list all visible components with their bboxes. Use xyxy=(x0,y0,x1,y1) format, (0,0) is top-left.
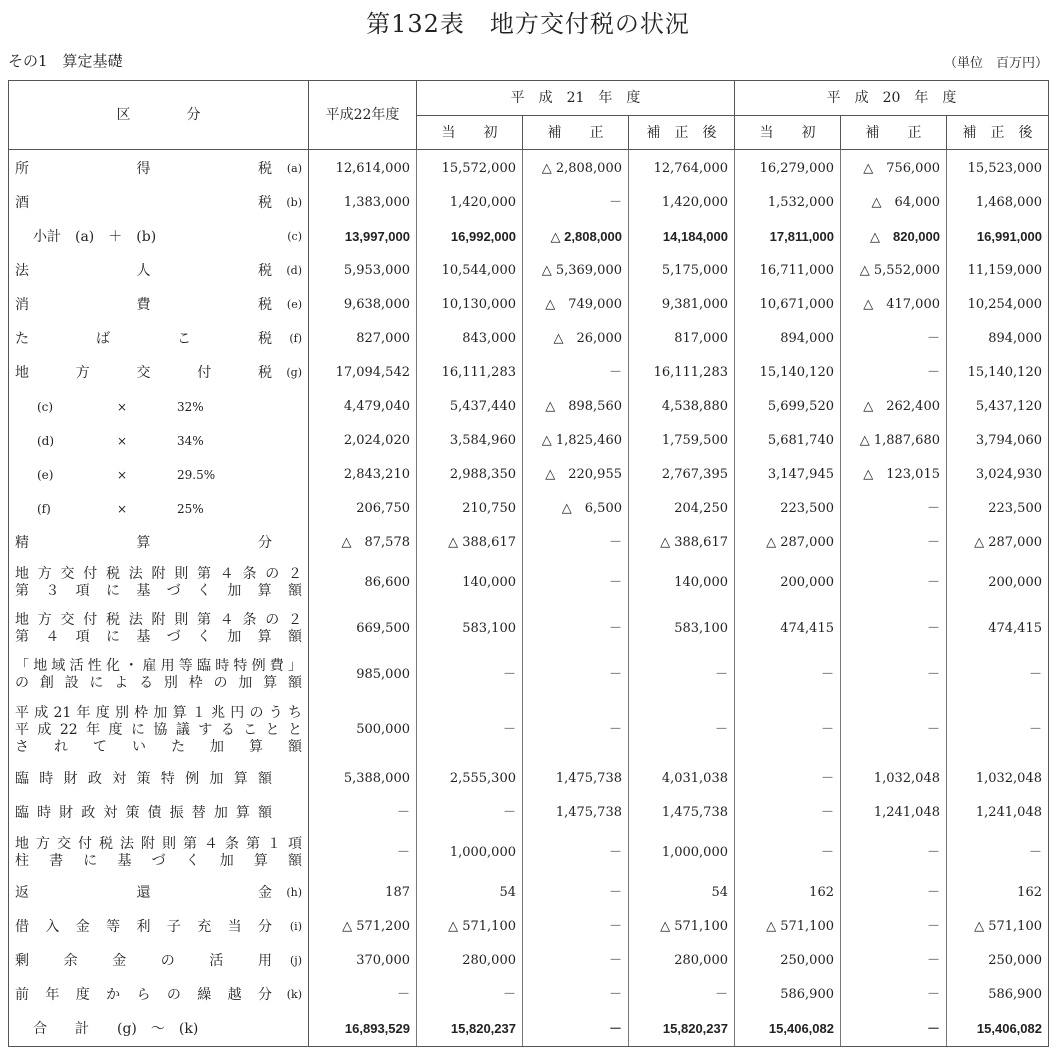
row-label-line: 第４項に基づく加算額 xyxy=(15,629,302,645)
row-label: 合 計 (g) ～ (k) xyxy=(33,1021,199,1037)
value-cell: △ 571,100 xyxy=(735,910,841,944)
value-cell: － xyxy=(841,652,947,698)
value-cell: － xyxy=(523,652,629,698)
value-cell: △ 571,100 xyxy=(947,910,1049,944)
value-cell: － xyxy=(841,322,947,356)
row-label-cell xyxy=(9,526,309,560)
table-row xyxy=(9,796,1049,830)
row-label-cell xyxy=(9,944,309,978)
value-cell: － xyxy=(629,978,735,1012)
table-row xyxy=(9,150,1049,187)
row-label-cell xyxy=(9,876,309,910)
row-label-cell xyxy=(9,254,309,288)
table-row xyxy=(9,288,1049,322)
row-label-cell xyxy=(9,910,309,944)
row-label: 前年度からの繰越分 xyxy=(15,987,272,1003)
value-cell: 1,241,048 xyxy=(947,796,1049,830)
value-cell: 200,000 xyxy=(947,560,1049,606)
value-cell: 162 xyxy=(947,876,1049,910)
value-cell: － xyxy=(523,698,629,762)
value-cell: △ 571,100 xyxy=(629,910,735,944)
value-cell: 1,420,000 xyxy=(629,186,735,220)
value-cell: － xyxy=(841,876,947,910)
value-cell: － xyxy=(523,944,629,978)
table-row xyxy=(9,492,1049,526)
value-cell: 210,750 xyxy=(417,492,523,526)
value-cell: 204,250 xyxy=(629,492,735,526)
row-label-part: × xyxy=(117,400,128,414)
tax-table xyxy=(8,80,1049,1047)
table-title: 第132表 地方交付税の状況 xyxy=(366,10,690,38)
value-cell: 9,638,000 xyxy=(309,288,417,322)
value-cell: 280,000 xyxy=(417,944,523,978)
row-label-line: 平成22年度に協議することと xyxy=(15,721,302,738)
value-cell: 1,475,738 xyxy=(523,796,629,830)
table-row xyxy=(9,944,1049,978)
value-cell: △ 123,015 xyxy=(841,458,947,492)
value-cell: 1,532,000 xyxy=(735,186,841,220)
value-cell: 5,437,440 xyxy=(417,390,523,424)
value-cell: △ 388,617 xyxy=(629,526,735,560)
value-cell: 1,032,048 xyxy=(841,762,947,796)
value-cell: － xyxy=(523,356,629,390)
value-cell: － xyxy=(309,978,417,1012)
row-label-cell xyxy=(9,356,309,390)
value-cell: 223,500 xyxy=(947,492,1049,526)
value-cell: △ 87,578 xyxy=(309,526,417,560)
header-fy22: 平成22年度 xyxy=(309,81,417,150)
value-cell: △ 64,000 xyxy=(841,186,947,220)
row-label-part: 25% xyxy=(177,502,204,516)
value-cell: 140,000 xyxy=(417,560,523,606)
value-cell: 3,584,960 xyxy=(417,424,523,458)
value-cell: 86,600 xyxy=(309,560,417,606)
row-tag: (g) xyxy=(286,366,302,379)
row-tag: (d) xyxy=(286,264,302,277)
value-cell: △ 220,955 xyxy=(523,458,629,492)
value-cell: － xyxy=(735,830,841,876)
row-label-part: 34% xyxy=(177,434,204,448)
value-cell: 162 xyxy=(735,876,841,910)
value-cell: 250,000 xyxy=(947,944,1049,978)
value-cell: 54 xyxy=(417,876,523,910)
value-cell: 1,475,738 xyxy=(523,762,629,796)
row-tag: (i) xyxy=(289,920,302,933)
value-cell: 10,671,000 xyxy=(735,288,841,322)
value-cell: － xyxy=(735,796,841,830)
table-row xyxy=(9,606,1049,652)
value-cell: － xyxy=(629,652,735,698)
row-label-part: × xyxy=(117,502,128,516)
value-cell: 15,406,082 xyxy=(947,1012,1049,1047)
unit-label: （単位 百万円） xyxy=(943,56,1048,71)
value-cell: 17,094,542 xyxy=(309,356,417,390)
row-label-part: (c) xyxy=(37,400,54,414)
row-tag: (f) xyxy=(289,332,302,345)
row-label-cell xyxy=(9,288,309,322)
table-row xyxy=(9,424,1049,458)
header-category: 区 分 xyxy=(9,81,309,150)
value-cell: 985,000 xyxy=(309,652,417,698)
value-cell: － xyxy=(523,910,629,944)
table-row xyxy=(9,910,1049,944)
row-label: 剰余金の活用 xyxy=(15,953,272,969)
table-row xyxy=(9,876,1049,910)
value-cell: △ 6,500 xyxy=(523,492,629,526)
row-label: 臨時財政対策債振替加算額 xyxy=(15,805,272,821)
value-cell: － xyxy=(523,876,629,910)
value-cell: － xyxy=(735,698,841,762)
value-cell: △ 756,000 xyxy=(841,150,947,187)
value-cell: 15,820,237 xyxy=(629,1012,735,1047)
row-label-line: 地方交付税法附則第４条第１項 xyxy=(15,836,302,852)
value-cell: 586,900 xyxy=(735,978,841,1012)
value-cell: 1,000,000 xyxy=(629,830,735,876)
value-cell: 5,681,740 xyxy=(735,424,841,458)
table-row xyxy=(9,220,1049,254)
row-label-line: の創設による別枠の加算額 xyxy=(15,675,302,691)
value-cell: 669,500 xyxy=(309,606,417,652)
row-label: 小計 (a) ＋ (b) xyxy=(33,229,157,245)
row-label-cell xyxy=(9,458,309,492)
value-cell: 2,555,300 xyxy=(417,762,523,796)
header-fy21-after: 補 正 後 xyxy=(629,116,735,150)
value-cell: － xyxy=(841,830,947,876)
value-cell: 474,415 xyxy=(947,606,1049,652)
value-cell: － xyxy=(841,944,947,978)
value-cell: 16,111,283 xyxy=(629,356,735,390)
row-label: 地方交付税 xyxy=(15,365,272,381)
table-row xyxy=(9,526,1049,560)
value-cell: 3,024,930 xyxy=(947,458,1049,492)
value-cell: 827,000 xyxy=(309,322,417,356)
value-cell: 223,500 xyxy=(735,492,841,526)
row-label-cell xyxy=(9,560,309,606)
header-fy20-after: 補 正 後 xyxy=(947,116,1049,150)
value-cell: － xyxy=(417,978,523,1012)
header-fy20-initial: 当 初 xyxy=(735,116,841,150)
header-fy21: 平 成 21 年 度 xyxy=(417,81,735,116)
value-cell: △ 5,552,000 xyxy=(841,254,947,288)
table-row xyxy=(9,652,1049,698)
value-cell: 1,468,000 xyxy=(947,186,1049,220)
row-label-cell xyxy=(9,796,309,830)
value-cell: 4,538,880 xyxy=(629,390,735,424)
value-cell: 15,523,000 xyxy=(947,150,1049,187)
value-cell: － xyxy=(417,652,523,698)
row-label: 酒税 xyxy=(15,195,272,211)
table-row xyxy=(9,698,1049,762)
value-cell: 10,130,000 xyxy=(417,288,523,322)
value-cell: △ 571,200 xyxy=(309,910,417,944)
table-subtitle: その1 算定基礎 xyxy=(8,52,123,70)
value-cell: △ 2,808,000 xyxy=(523,220,629,254)
value-cell: 1,475,738 xyxy=(629,796,735,830)
value-cell: 1,383,000 xyxy=(309,186,417,220)
value-cell: － xyxy=(629,698,735,762)
value-cell: 894,000 xyxy=(735,322,841,356)
value-cell: △ 388,617 xyxy=(417,526,523,560)
row-label-part: × xyxy=(117,434,128,448)
value-cell: － xyxy=(841,1012,947,1047)
value-cell: 16,893,529 xyxy=(309,1012,417,1047)
table-row xyxy=(9,254,1049,288)
value-cell: 817,000 xyxy=(629,322,735,356)
row-label: 法人税 xyxy=(15,263,272,279)
value-cell: 14,184,000 xyxy=(629,220,735,254)
value-cell: 5,175,000 xyxy=(629,254,735,288)
value-cell: 15,140,120 xyxy=(735,356,841,390)
row-label: 所得税 xyxy=(15,161,272,177)
table-body xyxy=(9,150,1049,1047)
value-cell: △ 2,808,000 xyxy=(523,150,629,187)
row-label: 消費税 xyxy=(15,297,272,313)
value-cell: 2,843,210 xyxy=(309,458,417,492)
row-tag: (b) xyxy=(286,196,302,209)
row-label-cell xyxy=(9,978,309,1012)
value-cell: 250,000 xyxy=(735,944,841,978)
value-cell: 16,991,000 xyxy=(947,220,1049,254)
value-cell: － xyxy=(947,830,1049,876)
value-cell: 200,000 xyxy=(735,560,841,606)
value-cell: △ 417,000 xyxy=(841,288,947,322)
value-cell: △ 1,887,680 xyxy=(841,424,947,458)
row-tag: (j) xyxy=(290,954,302,967)
value-cell: － xyxy=(523,606,629,652)
value-cell: － xyxy=(841,492,947,526)
value-cell: 11,159,000 xyxy=(947,254,1049,288)
row-label: 精算分 xyxy=(15,535,272,551)
value-cell: 4,031,038 xyxy=(629,762,735,796)
value-cell: 15,820,237 xyxy=(417,1012,523,1047)
value-cell: － xyxy=(309,796,417,830)
row-label-cell xyxy=(9,220,309,254)
row-label: 返還金 xyxy=(15,885,272,901)
table-row xyxy=(9,322,1049,356)
value-cell: △ 287,000 xyxy=(947,526,1049,560)
value-cell: － xyxy=(947,698,1049,762)
row-label-part: 32% xyxy=(177,400,204,414)
row-label: たばこ税 xyxy=(15,331,272,347)
value-cell: 2,767,395 xyxy=(629,458,735,492)
value-cell: 1,000,000 xyxy=(417,830,523,876)
row-tag: (e) xyxy=(286,298,302,311)
row-tag: (c) xyxy=(287,230,302,243)
value-cell: △ 26,000 xyxy=(523,322,629,356)
value-cell: － xyxy=(523,978,629,1012)
value-cell: 586,900 xyxy=(947,978,1049,1012)
value-cell: － xyxy=(523,1012,629,1047)
row-label-cell xyxy=(9,830,309,876)
value-cell: 583,100 xyxy=(417,606,523,652)
value-cell: 474,415 xyxy=(735,606,841,652)
row-label-cell xyxy=(9,492,309,526)
value-cell: 280,000 xyxy=(629,944,735,978)
table-row xyxy=(9,458,1049,492)
value-cell: 5,437,120 xyxy=(947,390,1049,424)
value-cell: 583,100 xyxy=(629,606,735,652)
value-cell: △ 571,100 xyxy=(417,910,523,944)
row-label-part: (e) xyxy=(37,468,54,482)
table-row xyxy=(9,830,1049,876)
value-cell: 206,750 xyxy=(309,492,417,526)
value-cell: 5,388,000 xyxy=(309,762,417,796)
value-cell: 17,811,000 xyxy=(735,220,841,254)
table-row xyxy=(9,390,1049,424)
value-cell: 54 xyxy=(629,876,735,910)
value-cell: － xyxy=(947,652,1049,698)
value-cell: 12,614,000 xyxy=(309,150,417,187)
row-label-cell xyxy=(9,1012,309,1047)
value-cell: － xyxy=(417,796,523,830)
row-label-cell xyxy=(9,150,309,187)
row-tag: (a) xyxy=(286,162,302,175)
row-label-cell xyxy=(9,322,309,356)
table-row xyxy=(9,978,1049,1012)
value-cell: 500,000 xyxy=(309,698,417,762)
value-cell: 1,420,000 xyxy=(417,186,523,220)
row-label-line: されていた加算額 xyxy=(15,738,302,755)
value-cell: 1,759,500 xyxy=(629,424,735,458)
value-cell: 140,000 xyxy=(629,560,735,606)
value-cell: △ 262,400 xyxy=(841,390,947,424)
row-label-line: 「地域活性化・雇用等臨時特例費」 xyxy=(15,658,302,674)
value-cell: 3,794,060 xyxy=(947,424,1049,458)
row-label-part: (d) xyxy=(37,434,55,448)
header-fy21-initial: 当 初 xyxy=(417,116,523,150)
row-label-line: 第３項に基づく加算額 xyxy=(15,583,302,599)
value-cell: － xyxy=(735,762,841,796)
row-label-cell xyxy=(9,762,309,796)
value-cell: 15,140,120 xyxy=(947,356,1049,390)
value-cell: － xyxy=(841,526,947,560)
header-fy20-supp: 補 正 xyxy=(841,116,947,150)
value-cell: 12,764,000 xyxy=(629,150,735,187)
value-cell: － xyxy=(417,698,523,762)
value-cell: 10,544,000 xyxy=(417,254,523,288)
header-fy21-supp: 補 正 xyxy=(523,116,629,150)
value-cell: 5,953,000 xyxy=(309,254,417,288)
value-cell: － xyxy=(523,830,629,876)
value-cell: 3,147,945 xyxy=(735,458,841,492)
value-cell: 2,024,020 xyxy=(309,424,417,458)
value-cell: 16,111,283 xyxy=(417,356,523,390)
header-fy20: 平 成 20 年 度 xyxy=(735,81,1049,116)
value-cell: 13,997,000 xyxy=(309,220,417,254)
row-label: 借入金等利子充当分 xyxy=(15,919,272,935)
value-cell: 4,479,040 xyxy=(309,390,417,424)
value-cell: － xyxy=(841,606,947,652)
value-cell: 1,032,048 xyxy=(947,762,1049,796)
value-cell: － xyxy=(735,652,841,698)
row-label-cell xyxy=(9,652,309,698)
value-cell: 370,000 xyxy=(309,944,417,978)
value-cell: 894,000 xyxy=(947,322,1049,356)
value-cell: 2,988,350 xyxy=(417,458,523,492)
row-tag: (h) xyxy=(286,886,302,899)
value-cell: 16,279,000 xyxy=(735,150,841,187)
row-label-cell xyxy=(9,698,309,762)
row-label-line: 平成21年度別枠加算１兆円のうち xyxy=(15,704,302,721)
table-row xyxy=(9,356,1049,390)
value-cell: 15,572,000 xyxy=(417,150,523,187)
row-label-part: (f) xyxy=(37,502,51,516)
value-cell: － xyxy=(841,978,947,1012)
row-label-cell xyxy=(9,186,309,220)
value-cell: － xyxy=(309,830,417,876)
value-cell: 5,699,520 xyxy=(735,390,841,424)
row-label-cell xyxy=(9,606,309,652)
table-row xyxy=(9,1012,1049,1047)
value-cell: － xyxy=(841,560,947,606)
value-cell: － xyxy=(523,526,629,560)
value-cell: △ 5,369,000 xyxy=(523,254,629,288)
table-row xyxy=(9,560,1049,606)
value-cell: 16,711,000 xyxy=(735,254,841,288)
row-label-line: 地方交付税法附則第４条の２ xyxy=(15,566,302,582)
value-cell: － xyxy=(841,910,947,944)
row-label-cell xyxy=(9,424,309,458)
value-cell: 843,000 xyxy=(417,322,523,356)
value-cell: 9,381,000 xyxy=(629,288,735,322)
value-cell: － xyxy=(523,186,629,220)
value-cell: 16,992,000 xyxy=(417,220,523,254)
value-cell: △ 898,560 xyxy=(523,390,629,424)
row-label-part: 29.5% xyxy=(177,468,216,482)
value-cell: △ 287,000 xyxy=(735,526,841,560)
value-cell: 1,241,048 xyxy=(841,796,947,830)
value-cell: － xyxy=(841,698,947,762)
value-cell: 15,406,082 xyxy=(735,1012,841,1047)
value-cell: △ 1,825,460 xyxy=(523,424,629,458)
value-cell: △ 749,000 xyxy=(523,288,629,322)
value-cell: － xyxy=(841,356,947,390)
value-cell: 10,254,000 xyxy=(947,288,1049,322)
value-cell: △ 820,000 xyxy=(841,220,947,254)
table-row xyxy=(9,186,1049,220)
row-label: 臨時財政対策特例加算額 xyxy=(15,771,272,787)
row-label-cell xyxy=(9,390,309,424)
table-row xyxy=(9,762,1049,796)
row-tag: (k) xyxy=(286,988,302,1001)
row-label-line: 柱書に基づく加算額 xyxy=(15,853,302,869)
value-cell: 187 xyxy=(309,876,417,910)
row-label-part: × xyxy=(117,468,128,482)
row-label-line: 地方交付税法附則第４条の２ xyxy=(15,612,302,628)
value-cell: － xyxy=(523,560,629,606)
